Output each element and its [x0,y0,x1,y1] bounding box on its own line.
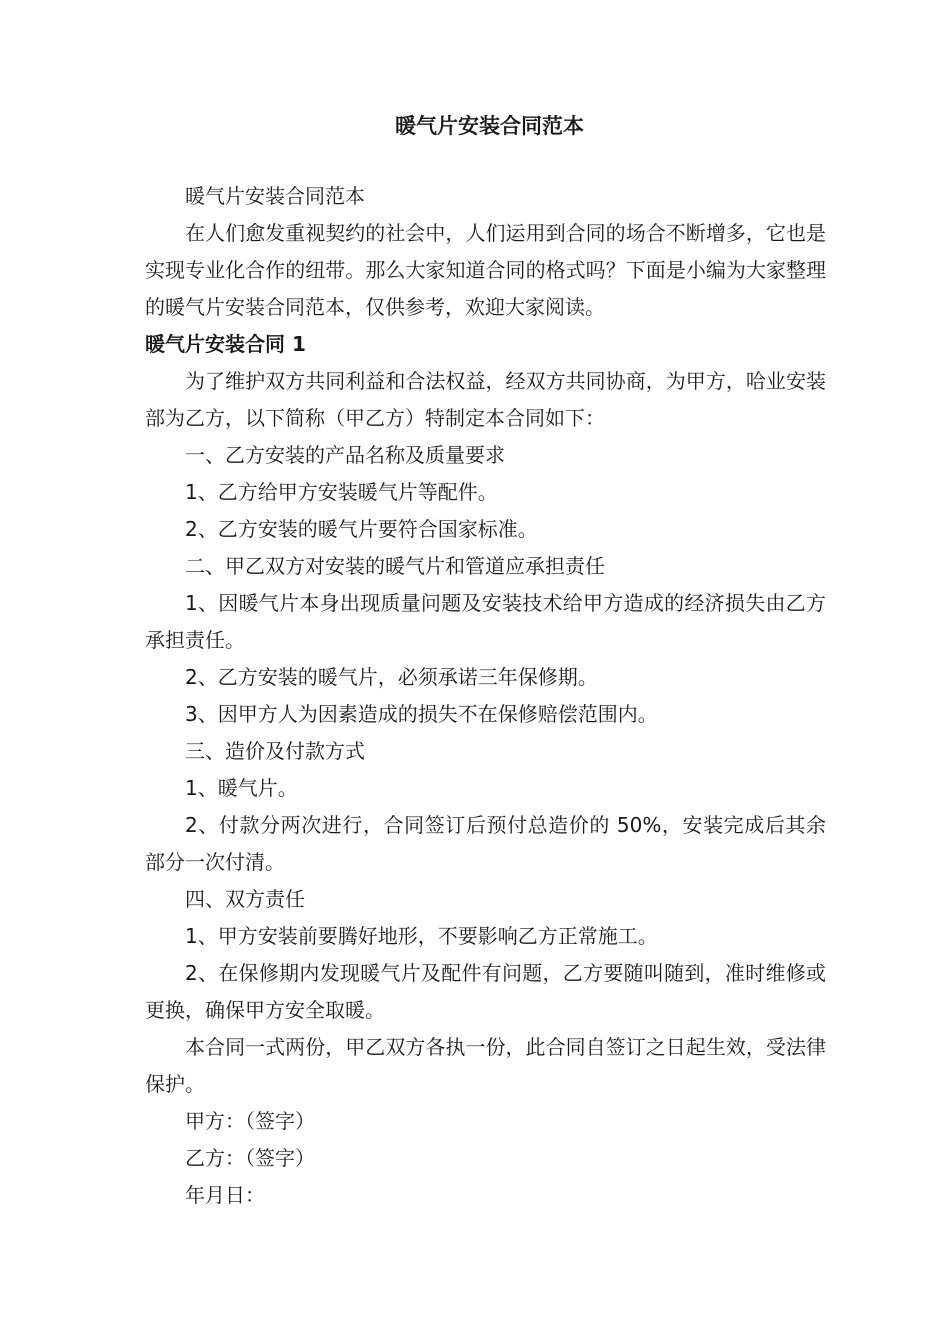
paragraph: 为了维护双方共同利益和合法权益，经双方共同协商，为甲方，哈业安装部为乙方，以下简称（甲乙方）特制定本合同如下： [145,369,826,430]
signature-line-party-a: 甲方：（签字） [185,1109,315,1133]
paragraph: 1、暖气片。 [185,776,298,800]
paragraph: 二、甲乙双方对安装的暖气片和管道应承担责任 [185,554,605,578]
paragraph: 1、甲方安装前要腾好地形，不要影响乙方正常施工。 [185,924,658,948]
paragraph: 2、乙方安装的暖气片要符合国家标准。 [185,517,538,541]
signature-line-party-b: 乙方：（签字） [185,1146,315,1170]
document-body [145,178,826,1214]
paragraph: 2、在保修期内发现暖气片及配件有问题，乙方要随叫随到，准时维修或更换，确保甲方安全取暖。 [145,961,826,1022]
paragraph: 本合同一式两份，甲乙双方各执一份，此合同自签订之日起生效，受法律保护。 [145,1035,826,1096]
paragraph: 暖气片安装合同范本 [185,184,365,208]
paragraph: 1、因暖气片本身出现质量问题及安装技术给甲方造成的经济损失由乙方承担责任。 [145,591,826,652]
paragraph: 在人们愈发重视契约的社会中，人们运用到合同的场合不断增多，它也是实现专业化合作的纽带。那么大家知道合同的格式吗？下面是小编为大家整理的暖气片安装合同范本，仅供参考，欢迎大家阅读。 [145,221,826,319]
paragraph: 1、乙方给甲方安装暖气片等配件。 [185,480,498,504]
paragraph: 四、双方责任 [185,887,305,911]
paragraph: 2、付款分两次进行，合同签订后预付总造价的 50%，安装完成后其余部分一次付清。 [145,813,826,874]
paragraph: 3、因甲方人为因素造成的损失不在保修赔偿范围内。 [185,702,658,726]
paragraph: 一、乙方安装的产品名称及质量要求 [185,443,505,467]
date-line: 年月日： [185,1183,265,1207]
document-title: 暖气片安装合同范本 [395,114,584,138]
paragraph: 2、乙方安装的暖气片，必须承诺三年保修期。 [185,665,598,689]
section-heading: 暖气片安装合同 1 [145,332,306,356]
paragraph: 三、造价及付款方式 [185,739,365,763]
